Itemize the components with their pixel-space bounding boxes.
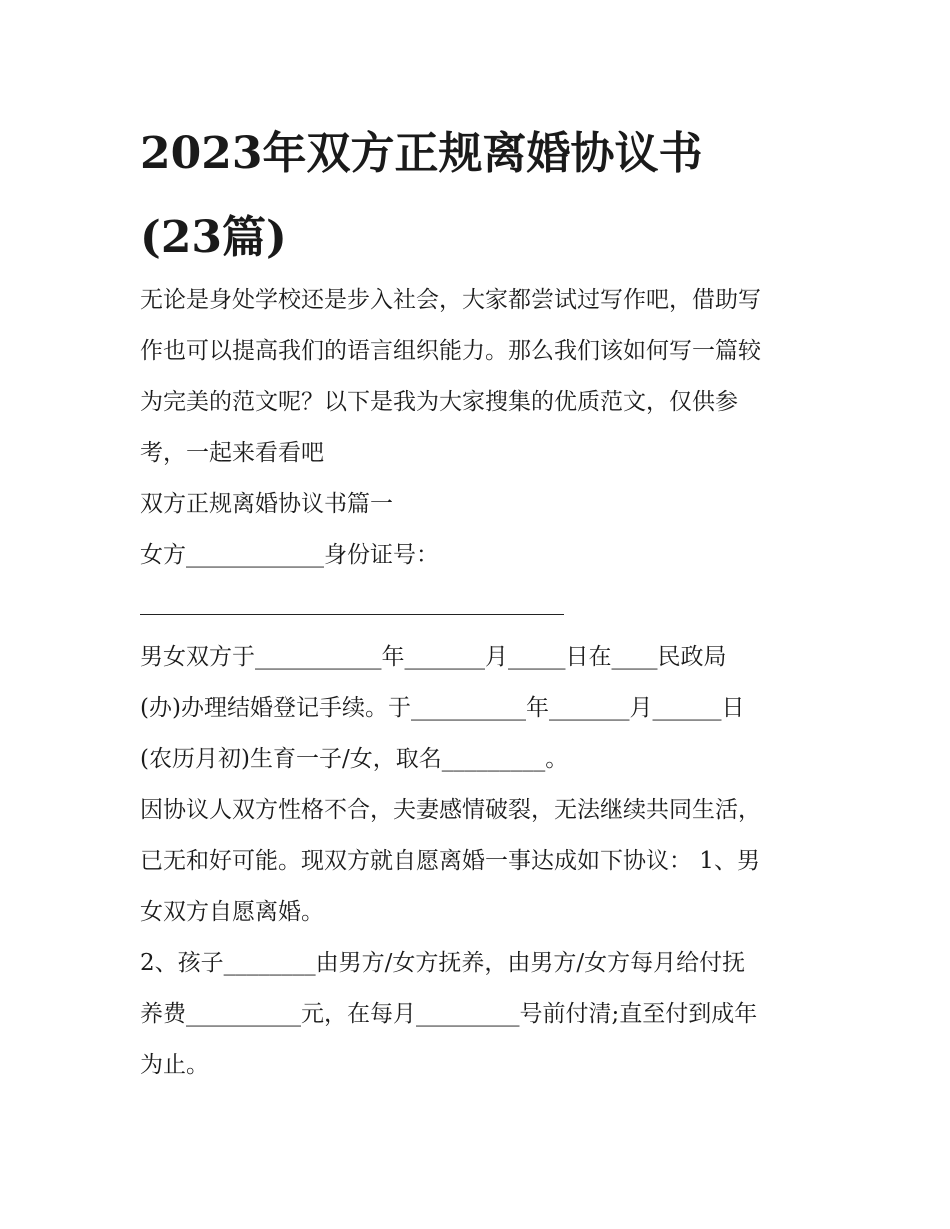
clause-2-line-1: 2、孩子________由男方/女方抚养，由男方/女方每月给付抚 [140,950,746,976]
intro-line-2: 作也可以提高我们的语言组织能力。那么我们该如何写一篇较 [140,338,761,364]
child-birth-line: (农历月初)生育一子/女，取名_________。 [140,746,569,772]
intro-line-4: 考，一起来看看吧 [140,440,324,466]
clause-2-line-3: 为止。 [140,1052,209,1078]
clause-2-line-2: 养费__________元，在每月_________号前付清;直至付到成年 [140,1001,758,1027]
intro-line-1: 无论是身处学校还是步入社会，大家都尝试过写作吧，借助写 [140,287,761,313]
section-heading: 双方正规离婚协议书篇一 [140,491,393,517]
marriage-registration-line-1: 男女双方于___________年_______月_____日在____民政局 [140,644,727,670]
document-body [140,275,820,1091]
clause-1-line: 女双方自愿离婚。 [140,899,324,925]
title-line-2: (23篇) [140,212,287,263]
reason-line-2: 已无和好可能。现双方就自愿离婚一事达成如下协议： 1、男 [140,848,760,874]
id-number-blank-line [140,581,820,632]
intro-line-3: 为完美的范文呢？以下是我为大家搜集的优质范文，仅供参 [140,389,738,415]
document-title [140,112,820,280]
title-line-1: 2023年双方正规离婚协议书 [140,128,703,179]
marriage-registration-line-2: (办)办理结婚登记手续。于__________年_______月______日 [140,695,745,721]
female-party-line: 女方____________身份证号： [140,542,439,568]
reason-line-1: 因协议人双方性格不合，夫妻感情破裂，无法继续共同生活， [140,797,761,823]
